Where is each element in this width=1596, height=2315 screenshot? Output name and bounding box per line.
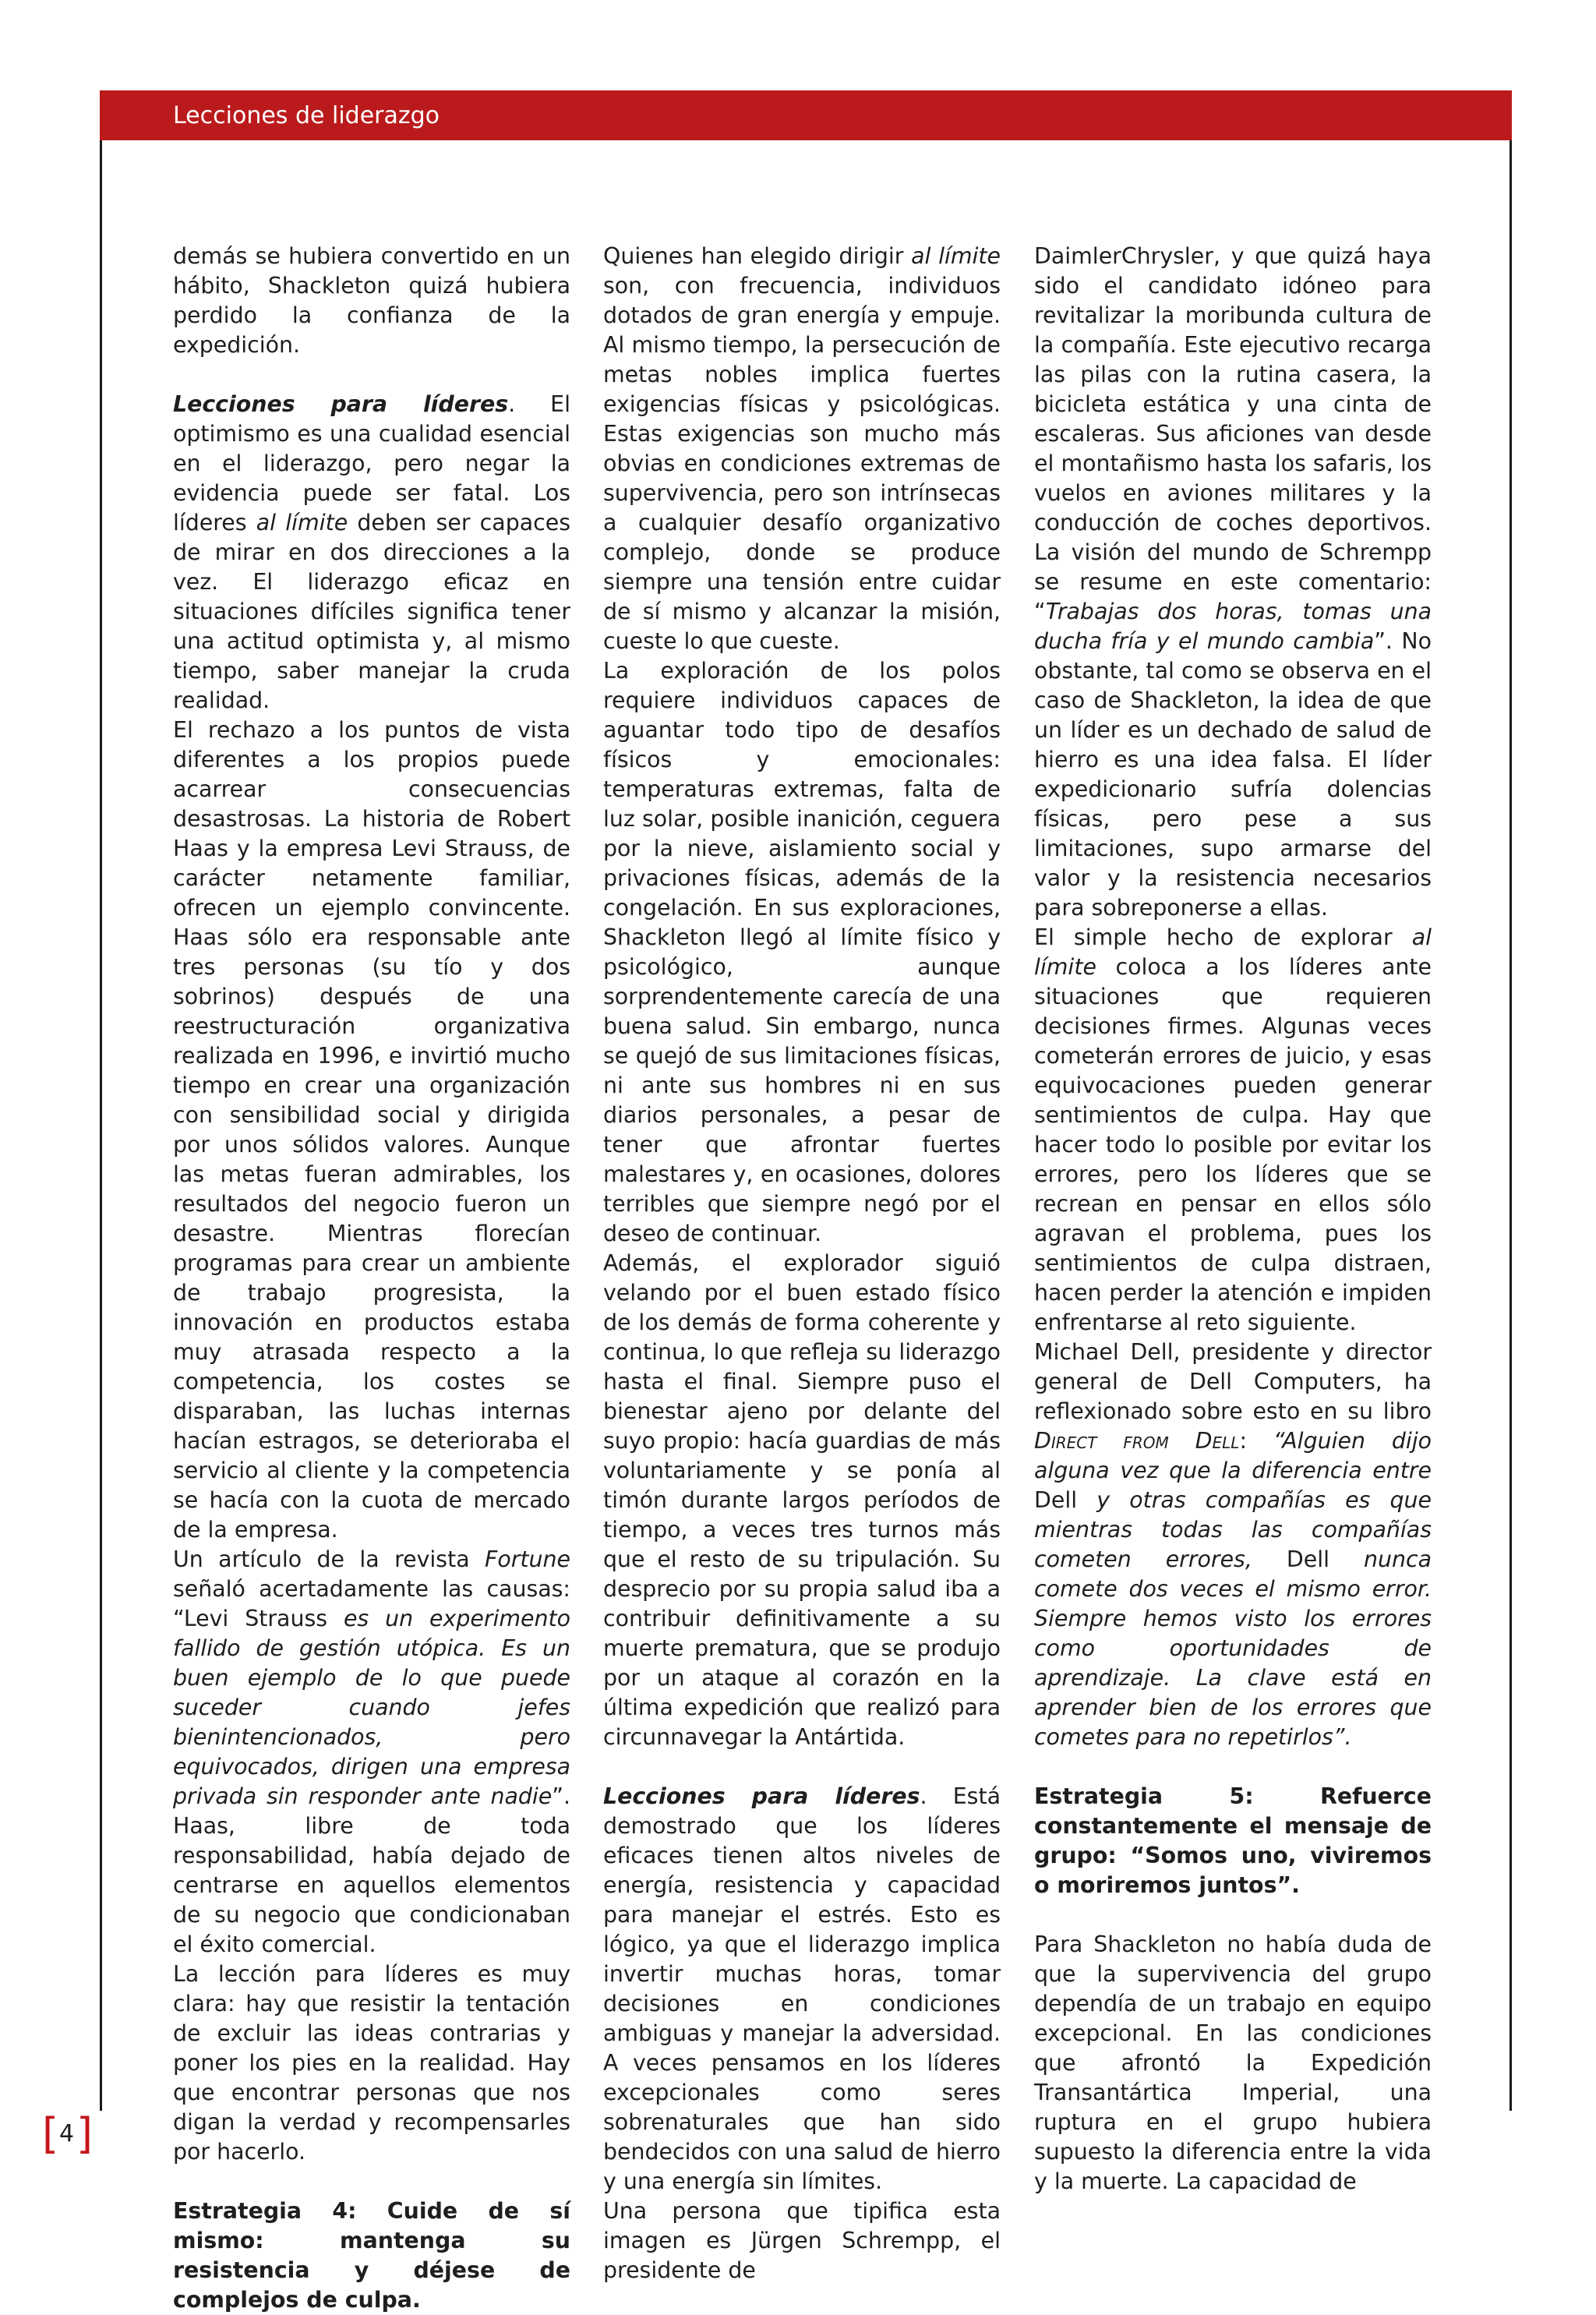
text-run: DaimlerChrysler, y que quizá haya sido el candidato idóneo para revitalizar la moribunda cultura de la compañía. Este ejecutivo recarga las pilas con la rutina casera, la bicicleta estática y una cinta de escaleras. Sus aficiones van desde el montañismo hasta los safaris, los vuelos en aviones militares y la conducción de coches deportivos. La visión del mundo de Schrempp se resume en este comentario: “ [1034,243,1432,624]
emphasis-run: al límite [1034,924,1432,980]
paragraph: Además, el explorador siguió velando por el buen estado físico de los demás de forma coherente y continua, lo que refleja su liderazgo hasta el final. Siempre puso el bienestar ajeno por delante del suyo propio: hacía guardias de más voluntariamente y se ponía al timón durante largos períodos de tiempo, a veces tres turnos más que el resto de su tripulación. Su desprecio por su propia salud iba a contribuir definitivamente a su muerte prematura, que se produjo por un ataque al corazón en la última expedición que realizó para circunnavegar la Antártida. [603,1250,1001,1750]
header-title: Lecciones de liderazgo [173,102,440,129]
paragraph [603,1782,1001,2197]
paragraph: Una persona que tipifica esta imagen es Jürgen Schrempp, el presidente de [603,2198,1001,2283]
paragraph: La exploración de los polos requiere individuos capaces de aguantar todo tipo de desafíos físicos y emocionales: temperaturas extremas, falta de luz solar, posible inanición, ceguera por la nieve, aislamiento social y privaciones físicas, además de la congelación. En sus exploraciones, Shackleton llegó al límite físico y psicológico, aunque sorprendentemente carecía de una buena salud. Sin embargo, nunca se quejó de sus limitaciones físicas, ni ante sus hombres ni en sus diarios personales, a pesar de tener que afrontar fuertes malestares y, en ocasiones, dolores terribles que siempre negó por el deseo de continuar. [603,658,1001,1246]
text-column-2 [603,242,1001,2285]
paragraph [1034,923,1432,1338]
text-run: deben ser capaces de mirar en dos direcciones a la vez. El liderazgo eficaz en situaciones difíciles significa tener una actitud optimista y, al mismo tiempo, saber manejar la cruda realidad. [173,510,570,713]
page-frame-right-rule [1509,140,1512,2111]
emphasis-run: es un experimento fallido de gestión utópica. Es un buen ejemplo de lo que puede suceder cuando jefes bienintencionados, pero equivocados, dirigen una empresa privada sin responder ante nadie [173,1606,570,1809]
emphasis-run: al límite [911,243,1001,269]
paragraph: El rechazo a los puntos de vista diferentes a los propios puede acarrear consecuencias desastrosas. La historia de Robert Haas y la empresa Levi Strauss, de carácter netamente familiar, ofrecen un ejemplo convincente. Haas sólo era responsable ante tres personas (su tío y dos sobrinos) después de una reestructuración organizativa realizada en 1996, e invirtió mucho tiempo en crear una organización con sensibilidad social y dirigida por unos sólidos valores. Aunque las metas fueran admirables, los resultados del negocio fueron un desastre. Mientras florecían programas para crear un ambiente de trabajo progresista, la innovación en productos estaba muy atrasada respecto a la competencia, los costes se disparaban, las luchas internas hacían estragos, se deterioraba el servicio al cliente y la competencia se hacía con la cuota de mercado de la empresa. [173,717,570,1543]
page-number [42,2109,128,2158]
text-column-3 [1034,242,1432,2197]
text-run: : [1239,1428,1273,1454]
section-heading: Estrategia 5: Refuerce constantemente el mensaje de grupo: “Somos uno, viviremos o moriremos juntos”. [1034,1783,1432,1898]
emphasis-run: “Alguien dijo alguna vez que la diferencia entre [1034,1428,1432,1483]
page-number-value: 4 [59,2120,75,2147]
lesson-lead: Lecciones para líderes [603,1783,920,1809]
text-run: El simple hecho de explorar [1034,924,1412,950]
text-run: Un artículo de la revista [173,1546,486,1572]
paragraph [173,1545,570,1960]
bracket-close-icon: ] [76,2109,94,2158]
emphasis-run: Fortune [485,1546,570,1572]
header-bar [100,90,1512,140]
text-run: señaló acertadamente las causas: “Levi Strauss [173,1576,570,1631]
emphasis-run: al límite [256,510,348,535]
paragraph [1034,242,1432,923]
text-column-1 [173,242,570,2315]
text-run: coloca a los líderes ante situaciones que requieren decisiones firmes. Algunas veces cometerán errores de juicio, y esas equivocaciones pueden generar sentimientos de culpa. Hay que hacer todo lo posible por evitar los errores, pero los líderes que se recrean en pensar en ellos sólo agravan el problema, pues los sentimientos de culpa distraen, hacen perder la atención e impiden enfrentarse al reto siguiente. [1034,954,1432,1335]
bracket-open-icon: [ [42,2109,59,2158]
paragraph: Para Shackleton no había duda de que la supervivencia del grupo dependía de un trabajo en equipo excepcional. En las condiciones que afrontó la Expedición Transantártica Imperial, una ruptura en el grupo hubiera supuesto la diferencia entre la vida y la muerte. La capacidad de [1034,1932,1432,2194]
text-run: ”. Haas, libre de toda responsabilidad, había dejado de centrarse en aquellos elementos de su negocio que condicionaban el éxito comercial. [173,1783,570,1957]
lesson-lead: Lecciones para líderes [173,391,509,417]
section-heading: Estrategia 4: Cuide de sí mismo: mantenga su resistencia y déjese de complejos de culpa. [173,2198,570,2313]
text-run: son, con frecuencia, individuos dotados de gran energía y empuje. Al mismo tiempo, la persecución de metas nobles implica fuertes exigencias físicas y psicológicas. Estas exigencias son mucho más obvias en condiciones extremas de supervivencia, pero son intrínsecas a cualquier desafío organizativo complejo, donde se produce siempre una tensión entre cuidar de sí mismo y alcanzar la misión, cueste lo que cueste. [603,273,1001,654]
book-title: Direct from Dell [1034,1428,1240,1454]
text-run: Quienes han elegido dirigir [603,243,912,269]
paragraph [173,390,570,716]
emphasis-run: y otras compañías es que mientras todas las compañías cometen errores, [1034,1487,1432,1572]
emphasis-run: nunca comete dos veces el mismo error. Siempre hemos visto los errores como oportunidades de aprendizaje. La clave está en aprender bien de los errores que cometes para no repetirlos”. [1034,1546,1432,1750]
text-run: Dell [1034,1487,1097,1513]
paragraph: demás se hubiera convertido en un hábito, Shackleton quizá hubiera perdido la confianza de la expedición. [173,243,570,358]
paragraph [1034,1338,1432,1752]
paragraph: La lección para líderes es muy clara: hay que resistir la tentación de excluir las ideas contrarias y poner los pies en la realidad. Hay que encontrar personas que nos digan la verdad y recompensarles por hacerlo. [173,1961,570,2165]
paragraph [603,242,1001,656]
page-frame-left-rule [100,140,102,2111]
text-run: Michael Dell, presidente y director general de Dell Computers, ha reflexionado sobre esto en su libro [1034,1339,1432,1424]
text-run: ”. No obstante, tal como se observa en el caso de Shackleton, la idea de que un líder es un dechado de salud de hierro es una idea falsa. El líder expedicionario sufría dolencias físicas, pero pese a sus limitaciones, supo armarse del valor y la resistencia necesarios para sobreponerse a ellas. [1034,628,1432,921]
text-run: . Está demostrado que los líderes eficaces tienen altos niveles de energía, resistencia y capacidad para manejar el estrés. Esto es lógico, ya que el liderazgo implica invertir muchas horas, tomar decisiones en condiciones ambiguas y manejar la adversidad. A veces pensamos en los líderes excepcionales como seres sobrenaturales que han sido bendecidos con una salud de hierro y una energía sin límites. [603,1783,1001,2194]
emphasis-run: Trabajas dos horas, tomas una ducha fría y el mundo cambia [1034,599,1432,654]
text-run: Dell [1252,1546,1365,1572]
text-run: . El optimismo es una cualidad esencial en el liderazgo, pero negar la evidencia puede ser fatal. Los líderes [173,391,570,535]
